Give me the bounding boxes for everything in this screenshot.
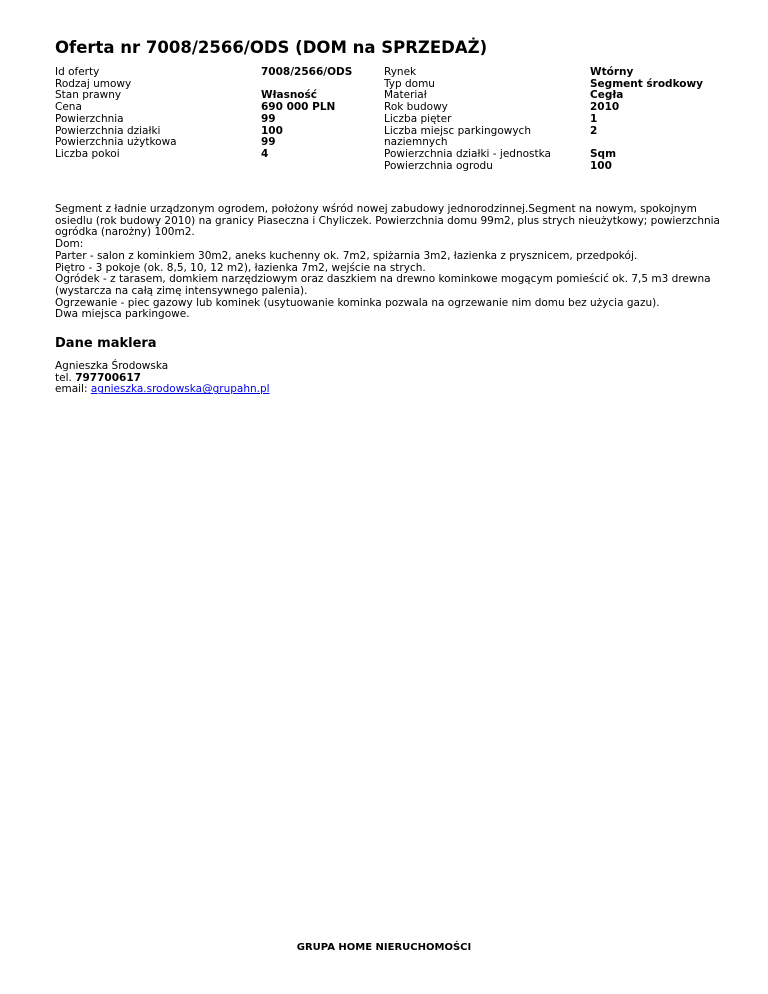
page-footer: GRUPA HOME NIERUCHOMOŚCI xyxy=(296,942,472,953)
spec-label: Liczba pokoi xyxy=(55,147,120,160)
spec-label: Powierzchnia ogrodu xyxy=(384,159,493,172)
spec-value: Własność xyxy=(261,89,317,102)
agent-phone-label: tel. xyxy=(55,371,72,384)
description-paragraph: Segment z ładnie urządzonym ogrodem, położony wśród nowej zabudowy jednorodzinnej.Segment na nowym, spokojnym osiedlu (rok budowy 2010) na granicy Piaseczna i Chyliczek. Powierzchnia domu 99m2, plus strych nieużytkowy; powierzchnia ogródka (narożny) 100m2. xyxy=(55,203,720,239)
description-paragraph: Dom: xyxy=(55,238,84,251)
agent-heading: Dane maklera xyxy=(55,336,157,352)
description-paragraph: Ogródek - z tarasem, domkiem narzędziowym oraz daszkiem na drewno kominkowe mogącym pomieścić ok. 7,5 m3 drewna (wystarcza na całą zimę intensywnego palenia). xyxy=(55,273,711,297)
spec-label: Liczba miejsc parkingowych naziemnych xyxy=(384,124,531,149)
spec-value: Segment środkowy xyxy=(590,77,704,90)
spec-label: Stan prawny xyxy=(55,89,122,102)
agent-phone: 797700617 xyxy=(75,371,141,384)
spec-value: 690 000 PLN xyxy=(261,101,336,114)
spec-value: 7008/2566/ODS xyxy=(261,66,353,78)
spec-value: Sqm xyxy=(590,147,617,160)
offer-description xyxy=(55,204,720,321)
spec-label: Powierzchnia użytkowa xyxy=(55,136,177,149)
page-title: Oferta nr 7008/2566/ODS (DOM na SPRZEDAŻ) xyxy=(55,38,488,57)
specs-left-values xyxy=(261,67,381,161)
spec-value: 100 xyxy=(590,159,612,172)
spec-label: Rok budowy xyxy=(384,101,448,114)
agent-email-label: email: xyxy=(55,383,88,396)
spec-value: Cegła xyxy=(590,89,624,102)
parking-note: Dwa miejsca parkingowe. xyxy=(55,308,190,321)
agent-details xyxy=(55,361,720,396)
spec-label: Cena xyxy=(55,101,82,114)
spec-label: Powierzchnia działki - jednostka xyxy=(384,147,551,160)
spec-label: Rodzaj umowy xyxy=(55,77,132,90)
spec-label: Powierzchnia xyxy=(55,112,124,125)
spec-value: 99 xyxy=(261,112,276,125)
spec-label: Liczba pięter xyxy=(384,112,452,125)
spec-value: Wtórny xyxy=(590,66,634,78)
description-paragraph: Ogrzewanie - piec gazowy lub kominek (usytuowanie kominka pozwala na ogrzewanie nim domu bez użycia gazu). xyxy=(55,296,660,309)
offer-page xyxy=(55,36,720,396)
specs-left-labels xyxy=(55,67,255,161)
spec-value: 2010 xyxy=(590,101,620,114)
spec-label: Id oferty xyxy=(55,66,100,78)
description-paragraph: Piętro - 3 pokoje (ok. 8,5, 10, 12 m2), łazienka 7m2, wejście na strych. xyxy=(55,261,426,274)
specs-right-values xyxy=(590,67,720,172)
specs-right-labels xyxy=(384,67,584,172)
spec-value: 1 xyxy=(590,112,598,125)
specs-table xyxy=(55,67,720,181)
agent-name: Agnieszka Środowska xyxy=(55,360,169,373)
spec-label: Powierzchnia działki xyxy=(55,124,161,137)
agent-email-line xyxy=(55,384,720,396)
spec-label: Rynek xyxy=(384,66,417,78)
spec-label: Typ domu xyxy=(384,77,435,90)
spec-label: Materiał xyxy=(384,89,427,102)
spec-value: 100 xyxy=(261,124,283,137)
spec-value: 4 xyxy=(261,147,269,160)
spec-value: 99 xyxy=(261,136,276,149)
description-paragraph: Parter - salon z kominkiem 30m2, aneks kuchenny ok. 7m2, spiżarnia 3m2, łazienka z prysznicem, przedpokój. xyxy=(55,249,638,262)
spec-value: 2 xyxy=(590,124,598,137)
agent-email-link[interactable]: agnieszka.srodowska@grupahn.pl xyxy=(90,383,270,396)
